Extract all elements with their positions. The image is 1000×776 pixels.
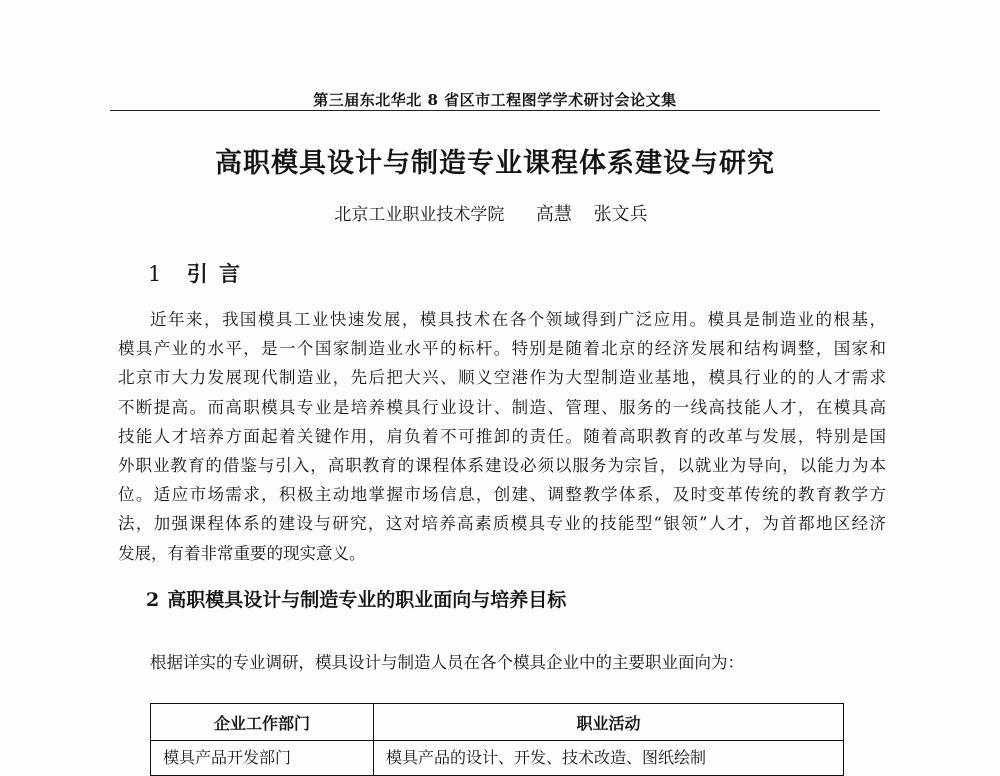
- section-heading: [146, 585, 566, 612]
- column-header: 职业活动: [374, 704, 844, 741]
- affiliation: 北京工业职业技术学院: [334, 205, 505, 225]
- paragraph-line: 近年来，我国模具工业快速发展，模具技术在各个领域得到广泛应用。模具是制造业的根基，: [150, 310, 886, 329]
- paragraph-line: 不断提高。而高职模具专业是培养模具行业设计、制造、管理、服务的一线高技能人才，在模具高: [118, 397, 886, 417]
- section-number: 1: [148, 262, 164, 286]
- paper-title: 高职模具设计与制造专业课程体系建设与研究: [215, 148, 775, 179]
- paragraph-line: 外职业教育的借鉴与引入，高职教育的课程体系建设必须以服务为宗旨，以就业为导向，以能力为本: [118, 456, 886, 476]
- paragraph-line: 技能人才培养方面起着关键作用，肩负着不可推卸的责任。随着高职教育的改革与发展，特别是国: [118, 426, 886, 446]
- author-name: 高慧: [535, 204, 572, 225]
- table-cell: 模具产品的设计、开发、技术改造、图纸绘制: [374, 741, 844, 776]
- table-row: [151, 741, 844, 776]
- header-rule: [110, 110, 880, 111]
- table-header-row: [151, 704, 844, 741]
- career-table: [150, 703, 844, 776]
- paragraph-line: 位。适应市场需求，积极主动地掌握市场信息，创建、调整教学体系，及时变革传统的教育教学方: [118, 485, 886, 505]
- running-header: 第三届东北华北 8 省区市工程图学学术研讨会论文集: [313, 91, 677, 109]
- paragraph-line: 发展，有着非常重要的现实意义。: [118, 543, 366, 563]
- paragraph-line: 法，加强课程体系的建设与研究，这对培养高素质模具专业的技能型“银领”人才，为首都地区经济: [118, 514, 886, 534]
- author-name: 张文兵: [593, 204, 648, 225]
- paragraph-line: 北京市大力发展现代制造业，先后把大兴、顺义空港作为大型制造业基地，模具行业的的人才需求: [118, 368, 886, 388]
- paragraph-line: 模具产业的水平，是一个国家制造业水平的标杆。特别是随着北京的经济发展和结构调整，国家和: [118, 339, 886, 359]
- author-list: [528, 204, 656, 225]
- table-cell: 模具产品开发部门: [151, 741, 374, 776]
- column-header: 企业工作部门: [151, 704, 374, 741]
- section-title: 高职模具设计与制造专业的职业面向与培养目标: [167, 589, 567, 611]
- section-intro: 根据详实的专业调研，模具设计与制造人员在各个模具企业中的主要职业面向为：: [150, 653, 744, 672]
- section-heading: [148, 258, 242, 288]
- byline: [110, 200, 880, 226]
- section-number: 2: [146, 589, 160, 611]
- body-paragraph: [118, 305, 886, 568]
- section-title: 引 言: [186, 261, 242, 286]
